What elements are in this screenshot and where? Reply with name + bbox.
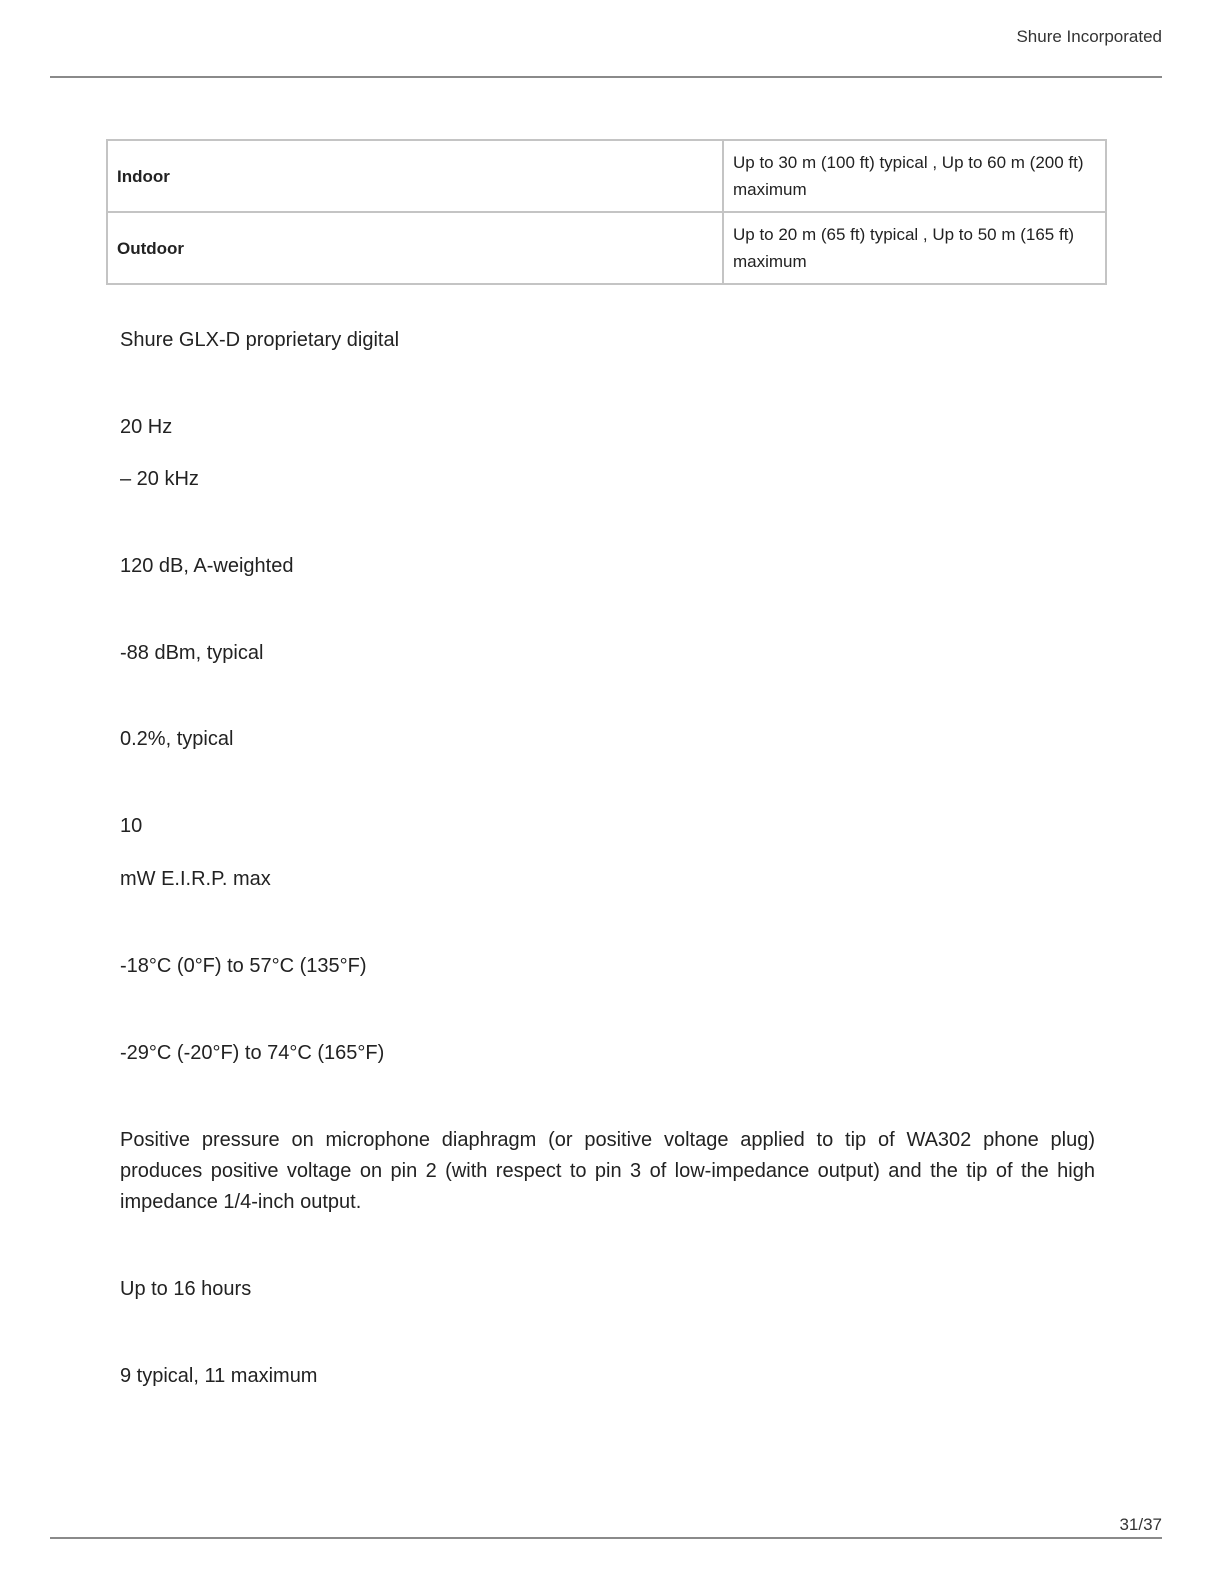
spec-operating-temperature: -18°C (0°F) to 57°C (135°F) (120, 955, 367, 977)
spec-channels: 9 typical, 11 maximum (120, 1365, 318, 1387)
footer-divider (50, 1537, 1162, 1539)
range-value-indoor: Up to 30 m (100 ft) typical , Up to 60 m (200 ft) maximum (723, 140, 1106, 212)
spec-rf-power-unit: mW E.I.R.P. max (120, 868, 271, 890)
table-row (107, 212, 1106, 284)
header-company-name: Shure Incorporated (1016, 27, 1162, 46)
spec-sensitivity: -88 dBm, typical (120, 642, 264, 664)
range-value-outdoor: Up to 20 m (65 ft) typical , Up to 50 m (165 ft) maximum (723, 212, 1106, 284)
spec-battery-life: Up to 16 hours (120, 1278, 252, 1300)
range-label-indoor: Indoor (107, 140, 723, 212)
spec-dynamic-range: 120 dB, A-weighted (120, 555, 294, 577)
spec-storage-temperature: -29°C (-20°F) to 74°C (165°F) (120, 1042, 385, 1064)
header-divider (50, 76, 1162, 78)
range-label-outdoor: Outdoor (107, 212, 723, 284)
range-table (106, 139, 1107, 285)
table-row (107, 140, 1106, 212)
spec-modulation: Shure GLX-D proprietary digital (120, 329, 400, 351)
spec-polarity: Positive pressure on microphone diaphragm (or positive voltage applied to tip of WA302 phone plug) produces positive voltage on pin 2 (with respect to pin 3 of low-impedance output) and the tip of the high impedance 1/4-inch output. (120, 1129, 1095, 1213)
page-number: 31/37 (1119, 1515, 1162, 1534)
spec-thd: 0.2%, typical (120, 728, 234, 750)
spec-rf-power-value: 10 (120, 815, 143, 837)
spec-frequency-high: – 20 kHz (120, 468, 199, 490)
spec-frequency-low: 20 Hz (120, 416, 173, 438)
